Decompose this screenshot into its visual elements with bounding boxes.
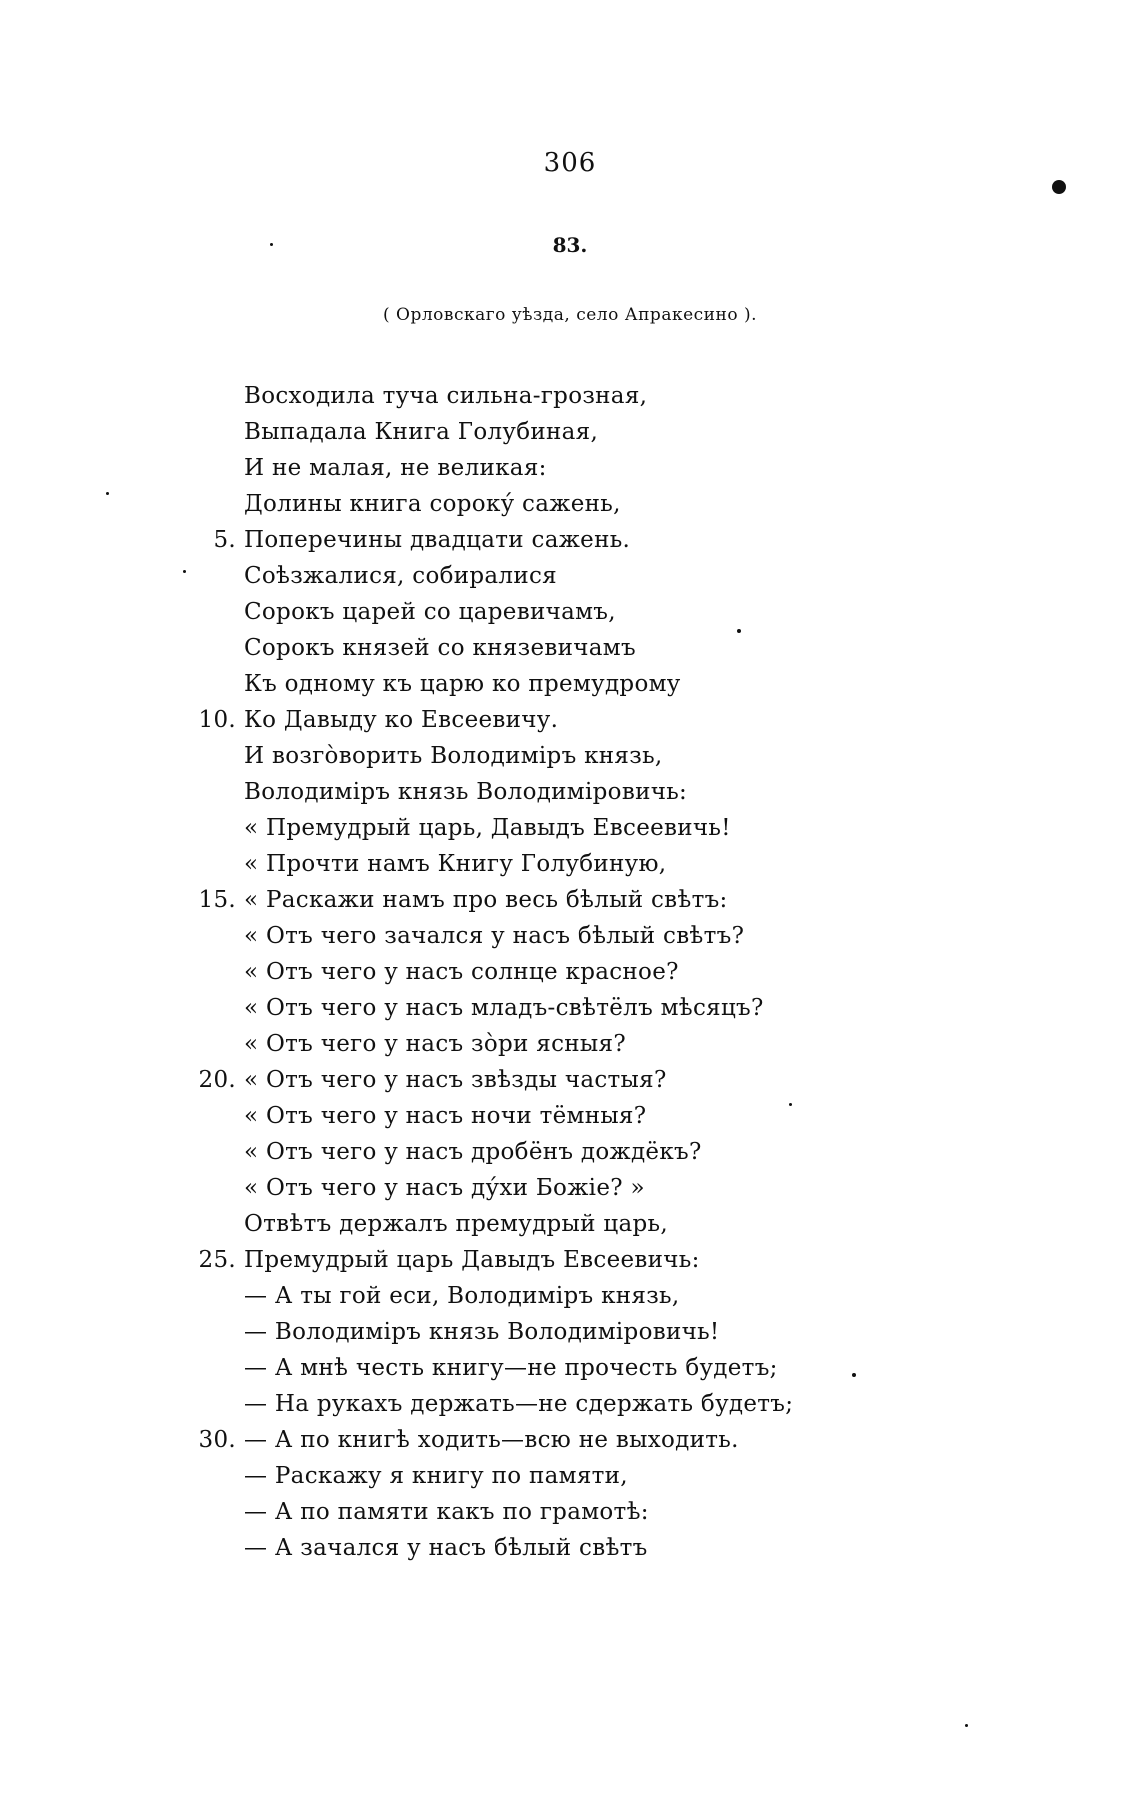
ink-speck <box>789 1103 792 1106</box>
ink-speck <box>737 629 741 633</box>
verse-line <box>186 630 906 666</box>
line-text: Къ одному къ царю ко премудрому <box>244 671 681 697</box>
verse-line <box>186 1386 906 1422</box>
verse-block <box>186 378 906 1566</box>
verse-line <box>186 1494 906 1530</box>
verse-line <box>186 558 906 594</box>
line-text: Выпадала Книга Голубиная, <box>244 419 599 445</box>
line-text: « Отъ чего у насъ зо̀ри ясныя? <box>244 1031 626 1057</box>
verse-line <box>186 702 906 738</box>
verse-line <box>186 990 906 1026</box>
line-text: Володиміръ князь Володиміровичь: <box>244 779 688 805</box>
line-number: 25. <box>198 1247 236 1273</box>
line-text: — А ты гой еси, Володиміръ князь, <box>244 1283 680 1309</box>
verse-line <box>186 486 906 522</box>
ink-speck <box>270 243 273 246</box>
line-number: 20. <box>198 1067 236 1093</box>
verse-line <box>186 918 906 954</box>
line-text: Отвѣтъ держалъ премудрый царь, <box>244 1211 668 1237</box>
line-text: Восходила туча сильна-грозная, <box>244 383 648 409</box>
verse-line <box>186 450 906 486</box>
line-text: — Раскажу я книгу по памяти, <box>244 1463 628 1489</box>
verse-line <box>186 594 906 630</box>
verse-line <box>186 1530 906 1566</box>
line-text: — А мнѣ честь книгу—не прочесть будетъ; <box>244 1355 778 1381</box>
poem-subtitle: ( Орловскаго уѣзда, село Апракесино ). <box>382 305 757 325</box>
verse-line <box>186 1206 906 1242</box>
line-text: « Прочти намъ Книгу Голубиную, <box>244 851 667 877</box>
line-number: 15. <box>198 887 236 913</box>
verse-line <box>186 810 906 846</box>
verse-line <box>186 738 906 774</box>
line-text: Сорокъ князей со князевичамъ <box>244 635 636 661</box>
line-text: И возго̀ворить Володиміръ князь, <box>244 743 663 769</box>
ink-speck <box>965 1724 968 1727</box>
verse-line <box>186 1242 906 1278</box>
line-text: Ко Давыду ко Евсеевичу. <box>244 707 559 733</box>
line-text: — А по памяти какъ по грамотѣ: <box>244 1499 649 1525</box>
line-text: — А по книгѣ ходить—всю не выходить. <box>244 1427 739 1453</box>
verse-line <box>186 954 906 990</box>
ink-speck <box>1052 180 1066 194</box>
verse-line <box>186 666 906 702</box>
line-text: « Отъ чего у насъ дробёнъ дождёкъ? <box>244 1139 702 1165</box>
line-number: 30. <box>198 1427 236 1453</box>
line-text: « Раскажи намъ про весь бѣлый свѣтъ: <box>244 887 728 913</box>
verse-line <box>186 1314 906 1350</box>
line-text: « Отъ чего у насъ звѣзды частыя? <box>244 1067 667 1093</box>
line-text: — На рукахъ держать—не сдержать будетъ; <box>244 1391 794 1417</box>
verse-line <box>186 378 906 414</box>
line-text: Поперечины двадцати сажень. <box>244 527 631 553</box>
line-text: « Отъ чего зачался у насъ бѣлый свѣтъ? <box>244 923 745 949</box>
verse-line <box>186 1278 906 1314</box>
line-text: Соѣзжалися, собиралися <box>244 563 557 589</box>
ink-speck <box>106 492 109 495</box>
line-text: Долины книга сороку́ сажень, <box>244 491 621 517</box>
ink-speck <box>852 1373 856 1377</box>
line-text: И не малая, не великая: <box>244 455 547 481</box>
line-text: « Премудрый царь, Давыдъ Евсеевичь! <box>244 815 731 841</box>
line-text: Премудрый царь Давыдъ Евсеевичь: <box>244 1247 700 1273</box>
verse-line <box>186 1170 906 1206</box>
poem-number: 83. <box>552 233 588 257</box>
verse-line <box>186 1026 906 1062</box>
verse-line <box>186 1098 906 1134</box>
line-number: 5. <box>213 527 236 553</box>
verse-line <box>186 1350 906 1386</box>
line-number: 10. <box>198 707 236 733</box>
line-text: « Отъ чего у насъ младъ-свѣтёлъ мѣсяцъ? <box>244 995 764 1021</box>
verse-line <box>186 774 906 810</box>
verse-line <box>186 1458 906 1494</box>
verse-line <box>186 414 906 450</box>
ink-speck <box>183 570 186 573</box>
verse-line <box>186 1062 906 1098</box>
verse-line <box>186 846 906 882</box>
verse-line <box>186 522 906 558</box>
verse-line <box>186 1422 906 1458</box>
line-text: « Отъ чего у насъ ночи тёмныя? <box>244 1103 647 1129</box>
line-text: « Отъ чего у насъ солнце красное? <box>244 959 679 985</box>
line-text: — А зачался у насъ бѣлый свѣтъ <box>244 1535 648 1561</box>
line-text: — Володиміръ князь Володиміровичь! <box>244 1319 720 1345</box>
verse-line <box>186 1134 906 1170</box>
page-number: 306 <box>543 148 597 178</box>
line-text: « Отъ чего у насъ ду́хи Божіе? » <box>244 1175 645 1201</box>
line-text: Сорокъ царей со царевичамъ, <box>244 599 616 625</box>
verse-line <box>186 882 906 918</box>
